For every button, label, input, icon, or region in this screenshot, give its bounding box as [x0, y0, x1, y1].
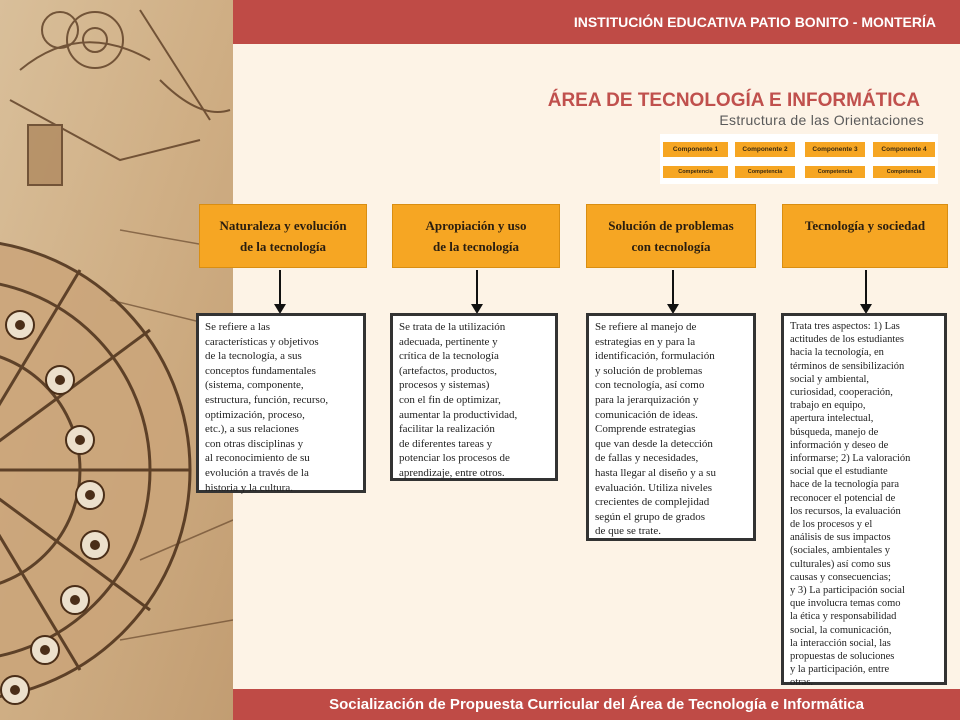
arrow-down-1: [279, 270, 281, 306]
component-heading-3: Solución de problemas con tecnología: [586, 204, 756, 268]
mini-component-3: Componente 3: [805, 142, 865, 157]
component-heading-1: Naturaleza y evolución de la tecnología: [199, 204, 367, 268]
component-description-3: Se refiere al manejo de estrategias en y para la identificación, formulación y solución de problemas con tecnología, así como para la jerarquización y comunicación de ideas. Comprende estrategias que van desde la detección de fallas y necesidades, hasta llegar al diseño y a su evaluación. Utiliza niveles crecientes de complejidad según el grupo de grados de que se trate.: [586, 313, 756, 541]
institution-name: INSTITUCIÓN EDUCATIVA PATIO BONITO - MONTERÍA: [573, 14, 936, 30]
mini-component-1: Componente 1: [663, 142, 728, 157]
mini-competency-3: Competencia: [805, 166, 865, 178]
structure-mini-diagram: [660, 134, 938, 184]
top-banner: [233, 0, 960, 44]
component-heading-4: Tecnología y sociedad: [782, 204, 948, 268]
mini-competency-2: Competencia: [735, 166, 795, 178]
bottom-banner: [233, 689, 960, 720]
arrow-down-4: [865, 270, 867, 306]
component-description-1: Se refiere a las características y objetivos de la tecnología, a sus conceptos fundamentales (sistema, componente, estructura, función, recurso, optimización, proceso, etc.), a sus relaciones con otras disciplinas y al reconocimiento de su evolución a través de la historia y la cultura.: [196, 313, 366, 493]
mini-component-2: Componente 2: [735, 142, 795, 157]
component-description-4: Trata tres aspectos: 1) Las actitudes de los estudiantes hacia la tecnología, en términos de sensibilización social y ambiental, curiosidad, cooperación, trabajo en equipo, apertura intelectual, búsqueda, manejo de información y deseo de informarse; 2) La valoración social que el estudiante hace de la tecnología para reconocer el potencial de los recursos, la evaluación de los procesos y el análisis de sus impactos (sociales, ambientales y culturales) así como sus causas y consecuencias; y 3) La participación social que involucra temas como la ética y responsabilidad social, la comunicación, la interacción social, las propuestas de soluciones y la participación, entre otras.: [781, 313, 947, 685]
component-description-2: Se trata de la utilización adecuada, pertinente y crítica de la tecnología (artefactos, productos, procesos y sistemas) con el fin de optimizar, aumentar la productividad, facilitar la realización de diferentes tareas y potenciar los procesos de aprendizaje, entre otros.: [390, 313, 558, 481]
page-subtitle: Estructura de las Orientaciones: [719, 112, 924, 128]
footer-text: Socialización de Propuesta Curricular del Área de Tecnología e Informática: [329, 696, 864, 713]
arrow-down-2: [476, 270, 478, 306]
component-heading-2: Apropiación y uso de la tecnología: [392, 204, 560, 268]
arrow-down-3: [672, 270, 674, 306]
page-title: ÁREA DE TECNOLOGÍA E INFORMÁTICA: [547, 90, 920, 111]
mini-component-4: Componente 4: [873, 142, 935, 157]
mini-competency-4: Competencia: [873, 166, 935, 178]
mini-competency-1: Competencia: [663, 166, 728, 178]
